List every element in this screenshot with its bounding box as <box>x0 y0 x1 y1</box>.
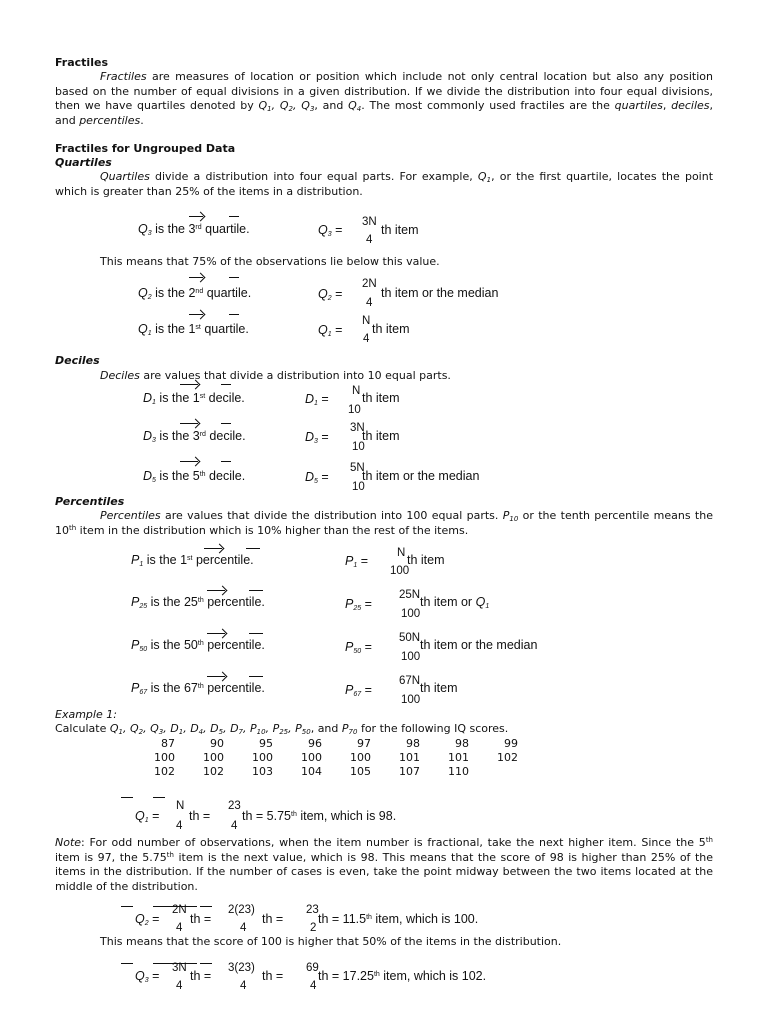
d1-denominator: 10 <box>348 404 361 416</box>
percentiles-paragraph: Percentiles are values that divide the distribution into 100 equal parts. $P_{10}$ or the tenth percentile means the 10th item in the distribution which is 10% higher than the rest of the items. <box>55 509 713 537</box>
q2-symbol: $Q_2$ = <box>318 287 343 302</box>
p50-symbol: $P_{50}$ = <box>345 640 372 655</box>
percentiles-heading: Percentiles <box>55 495 125 508</box>
q3-tail: th item <box>381 223 419 237</box>
p50-numerator: 50N <box>399 632 421 644</box>
page-title: Fractiles <box>55 56 108 69</box>
ex-q2-a-den: 4 <box>176 922 183 934</box>
ex-q2-b-den: 4 <box>240 922 247 934</box>
ex-q2-result: th = 11.5th item, which is 100. <box>318 912 479 926</box>
q1-tail: th item <box>372 322 410 336</box>
ex-q1-symbol: $Q_1$ = <box>135 809 160 824</box>
ex-q3-a-den: 4 <box>176 980 183 992</box>
p1-tail: th item <box>407 553 445 567</box>
p25-tail: th item or $Q_1$ <box>420 595 490 610</box>
ex-q3-a: 3N <box>172 962 187 974</box>
p67-denominator: 100 <box>401 694 421 706</box>
d1-tail: th item <box>362 391 400 405</box>
p1-symbol: $P_1$ = <box>345 554 369 569</box>
d3-statement: $D_3$ is the 3rd decile. <box>143 429 246 444</box>
ex-q1-th: th = <box>189 809 211 823</box>
p25-statement: $P_{25}$ is the 25th percentile. <box>131 595 265 610</box>
scores-row-2: 100 100 100 100 100 101 101 102 <box>154 751 518 764</box>
note-75: This means that 75% of the observations lie below this value. <box>100 255 440 268</box>
p67-statement: $P_{67}$ is the 67th percentile. <box>131 681 265 696</box>
ex-q2-b: 2(23) <box>228 904 255 916</box>
q2-note: This means that the score of 100 is higher that 50% of the items in the distribution. <box>100 935 562 948</box>
ex-q2-th1: th = <box>190 912 212 926</box>
d5-numerator: 5N <box>350 462 365 474</box>
p25-denominator: 100 <box>401 608 421 620</box>
p50-statement: $P_{50}$ is the 50th percentile. <box>131 638 265 653</box>
ex-q1-denominator: 4 <box>176 820 183 832</box>
ex-q3-b: 3(23) <box>228 962 255 974</box>
ex-q3-c: 69 <box>306 962 319 974</box>
d3-tail: th item <box>362 429 400 443</box>
p50-tail: th item or the median <box>420 638 538 652</box>
p67-tail: th item <box>420 681 458 695</box>
p67-numerator: 67N <box>399 675 421 687</box>
deciles-heading: Deciles <box>55 354 100 367</box>
p25-symbol: $P_{25}$ = <box>345 597 372 612</box>
d5-statement: $D_5$ is the 5th decile. <box>143 469 246 484</box>
ex-q3-result: th = 17.25th item, which is 102. <box>318 969 487 983</box>
ex-q2-a: 2N <box>172 904 187 916</box>
ex-q3-b-den: 4 <box>240 980 247 992</box>
scores-row-3: 102 102 103 104 105 107 110 <box>154 765 469 778</box>
q1-statement: $Q_1$ is the 1st quartile. <box>138 322 249 337</box>
example-instructions: Calculate $Q_1$, $Q_2$, $Q_3$, $D_1$, $D_4$, $D_5$, $D_7$, $P_{10}$, $P_{25}$, $P_{50}$, and $P_{70}$ for the following IQ scores. <box>55 722 509 736</box>
p1-numerator: N <box>397 547 406 559</box>
d3-symbol: $D_3$ = <box>305 430 329 445</box>
d1-statement: $D_1$ is the 1st decile. <box>143 391 245 406</box>
d3-denominator: 10 <box>352 441 365 453</box>
q1-numerator: N <box>362 315 371 327</box>
ex-q1-result: th = 5.75th item, which is 98. <box>242 809 397 823</box>
ex-q3-c-den: 4 <box>310 980 317 992</box>
note-paragraph: Note: For odd number of observations, when the item number is fractional, take the next higher item. Since the 5th item is 97, the 5.75th item is the next value, which is 98. This means that the score of 98 is higher than 25% of the items in the distribution. If the number of cases is even, take the point midway between the two items located at the middle of the distribution. <box>55 836 714 893</box>
p50-denominator: 100 <box>401 651 421 663</box>
example-label: Example 1: <box>55 708 117 721</box>
d3-numerator: 3N <box>350 422 365 434</box>
quartiles-paragraph: Quartiles divide a distribution into four equal parts. For example, $Q_1$, or the first quartile, locates the point which is greater than 25% of the items in a distribution. <box>55 170 714 198</box>
q3-statement: $Q_3$ is the 3rd quartile. <box>138 222 250 237</box>
ex-q2-th2: th = <box>262 912 284 926</box>
q3-denominator: 4 <box>366 234 373 246</box>
d5-denominator: 10 <box>352 481 365 493</box>
q2-tail: th item or the median <box>381 286 499 300</box>
d1-numerator: N <box>352 385 361 397</box>
q3-symbol: $Q_3$ = <box>318 223 343 238</box>
p67-symbol: $P_{67}$ = <box>345 683 372 698</box>
q2-denominator: 4 <box>366 297 373 309</box>
ex-q1-numerator: N <box>176 800 185 812</box>
p25-numerator: 25N <box>399 589 421 601</box>
d5-symbol: $D_5$ = <box>305 470 329 485</box>
section-title: Fractiles for Ungrouped Data <box>55 142 236 155</box>
ex-q2-c-den: 2 <box>310 922 317 934</box>
p1-denominator: 100 <box>390 565 410 577</box>
ex-q1-mid-num: 23 <box>228 800 241 812</box>
ex-q3-th1: th = <box>190 969 212 983</box>
ex-q3-th2: th = <box>262 969 284 983</box>
q1-denominator: 4 <box>363 333 370 345</box>
deciles-paragraph: Deciles are values that divide a distribution into 10 equal parts. <box>100 369 451 382</box>
p1-statement: $P_1$ is the 1st percentile. <box>131 553 254 568</box>
ex-q2-c: 23 <box>306 904 319 916</box>
q1-symbol: $Q_1$ = <box>318 323 343 338</box>
d5-tail: th item or the median <box>362 469 480 483</box>
intro-paragraph: Fractiles are measures of location or position which include not only central location but also any position based on the number of equal divisions in a given distribution. If we divide the distribution into four equal divisions, then we have quartiles denoted by $Q_1$, $Q_2$, $Q_3$, and $Q_4$. The most commonly used fractiles are the quartiles, deciles, and percentiles. <box>55 70 714 127</box>
scores-row-1: 87 90 95 96 97 98 98 99 <box>161 737 518 750</box>
q2-statement: $Q_2$ is the 2nd quartile. <box>138 286 252 301</box>
ex-q2-symbol: $Q_2$ = <box>135 912 160 927</box>
ex-q1-mid-den: 4 <box>231 820 238 832</box>
quartiles-heading: Quartiles <box>55 156 112 169</box>
ex-q3-symbol: $Q_3$ = <box>135 969 160 984</box>
q2-numerator: 2N <box>362 278 377 290</box>
d1-symbol: $D_1$ = <box>305 392 329 407</box>
q3-numerator: 3N <box>362 216 377 228</box>
